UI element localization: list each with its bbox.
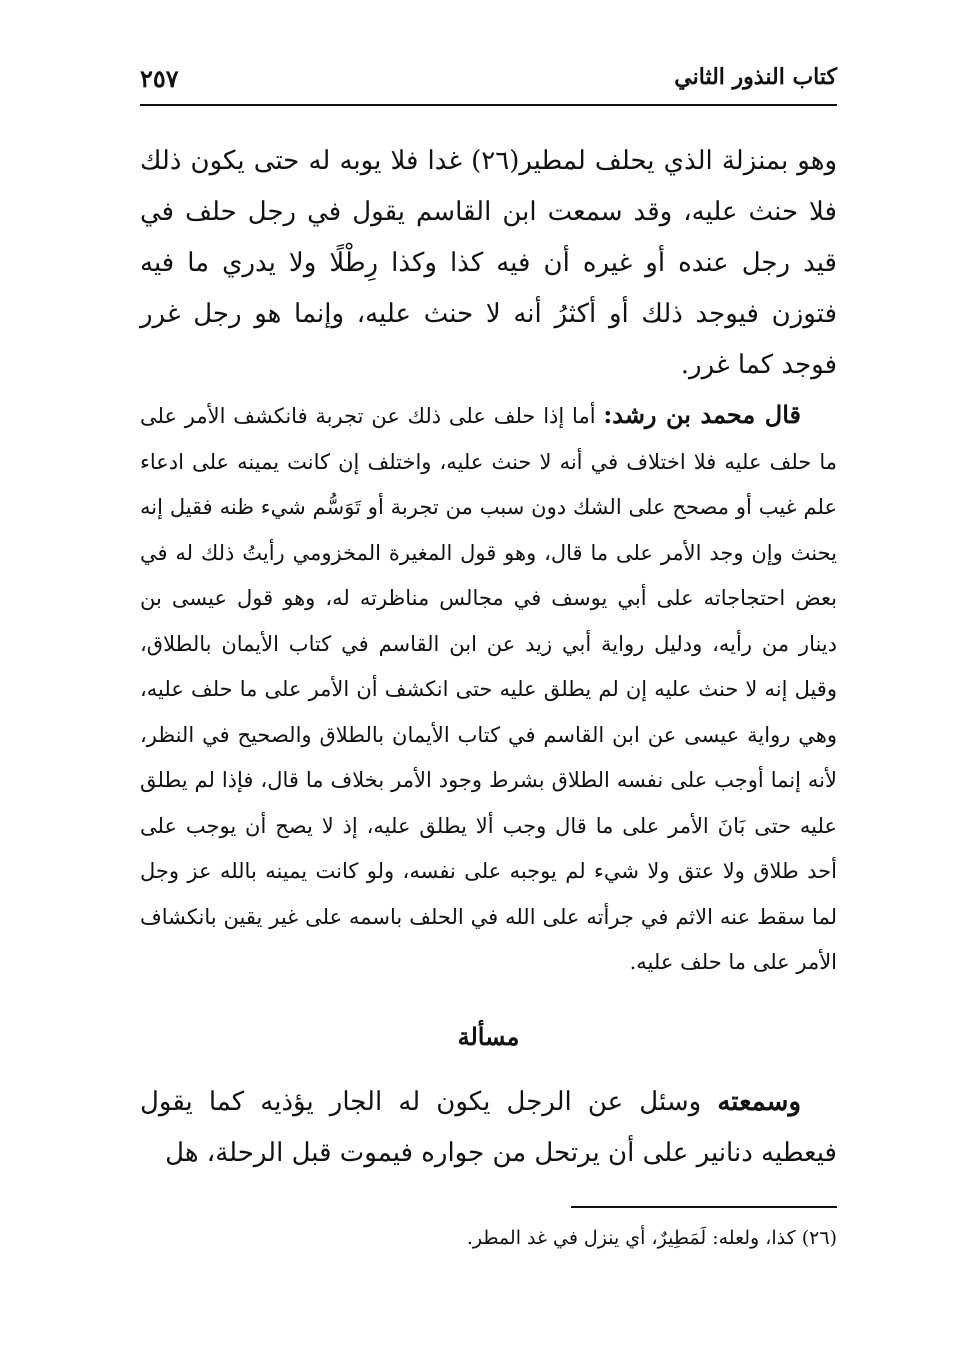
- paragraph-2-lead: قال محمد بن رشد:: [603, 400, 801, 429]
- page-header: [140, 58, 837, 106]
- section-heading: مسألة: [457, 1022, 520, 1051]
- paragraph-1: [140, 136, 837, 391]
- paragraph-3-text: وسئل عن الرجل يكون له الجار يؤذيه كما يقول فيعطيه دنانير على أن يرتحل من جواره فيموت قبل الرحلة، هل: [140, 1087, 837, 1168]
- paragraph-2-text: أما إذا حلف على ذلك عن تجربة فانكشف الأمر على ما حلف عليه فلا اختلاف في أنه لا حنث عليه، واختلف إن كانت يمينه على ادعاء علم غيب أو مصحح على الشك دون سبب من تجربة أو تَوَسُّم شيء ظنه فقيل إنه يحنث وإن وجد الأمر على ما قال، وهو قول المغيرة المخزومي رأيتُ ذلك له في بعض احتجاجاته على أبي يوسف في مجالس مناظرته له، وهو قول عيسى بن دينار من رأيه، ودليل رواية أبي زيد عن ابن القاسم في كتاب الأيمان بالطلاق، وقيل إنه لا حنث عليه إن لم يطلق عليه حتى انكشف أن الأمر على ما حلف عليه، وهي رواية عيسى عن ابن القاسم في كتاب الأيمان بالطلاق والصحيح في النظر، لأنه إنما أوجب على نفسه الطلاق بشرط وجود الأمر بخلاف ما قال، فإذا لم يطلق عليه حتى بَانَ الأمر على ما قال وجب ألا يطلق عليه، إذ لا يصح أن يوجب على أحد طلاق ولا عتق ولا شيء لم يوجبه على نفسه، ولو كانت يمينه بالله عز وجل لما سقط عنه الاثم في جرأته على الله في الحلف باسمه على غير يقين بانكشاف الأمر على ما حلف عليه.: [140, 404, 837, 974]
- page-number: ٢٥٧: [140, 64, 179, 93]
- running-title: كتاب النذور الثاني: [674, 64, 837, 90]
- paragraph-1-text: وهو بمنزلة الذي يحلف لمطير(٢٦) غدا فلا يوبه له حتى يكون ذلك فلا حنث عليه، وقد سمعت ابن القاسم يقول في رجل حلف في قيد رجل عنده أو غيره أن فيه كذا وكذا رِطْلًا ولا يدري ما فيه فتوزن فيوجد ذلك أو أكثرُ أنه لا حنث عليه، وإنما هو رجل غرر فوجد كما غرر.: [140, 146, 837, 380]
- footnote-separator: [571, 1206, 837, 1208]
- paragraph-3-lead: وسمعته: [717, 1087, 802, 1117]
- paragraph-3: [140, 1077, 837, 1179]
- footnote: (٢٦) كذا، ولعله: لَمَطِيرٌ، أي ينزل في غد المطر.: [466, 1227, 837, 1249]
- paragraph-2: [140, 392, 837, 986]
